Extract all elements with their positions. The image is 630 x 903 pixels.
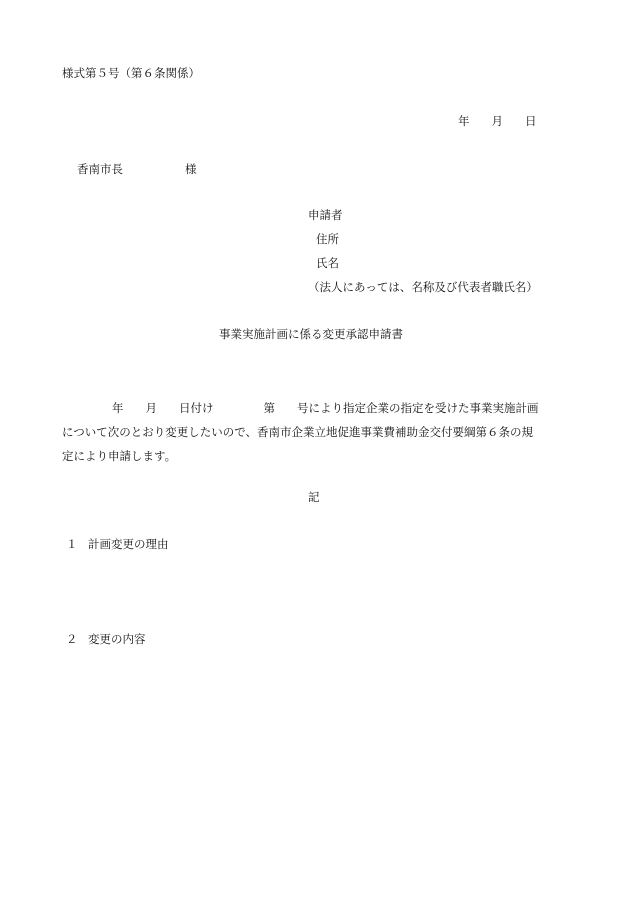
applicant-address-label: 住所 xyxy=(316,232,339,246)
addressee-name: 香南市長 xyxy=(77,162,123,176)
date-month-label: 月 xyxy=(491,114,503,128)
body-dai: 第 xyxy=(263,401,275,415)
applicant-corporate-note: （法人にあっては、名称及び代表者職氏名） xyxy=(308,280,538,294)
applicant-name-label: 氏名 xyxy=(316,256,339,270)
body-month: 月 xyxy=(145,401,157,415)
body-paragraph xyxy=(62,396,592,468)
date-day-label: 日 xyxy=(525,114,537,128)
item-label: 計画変更の理由 xyxy=(88,537,169,551)
addressee-honorific: 様 xyxy=(185,162,197,176)
item-number: １ xyxy=(66,537,78,551)
ki-marker: 記 xyxy=(308,490,320,504)
document-title: 事業実施計画に係る変更承認申請書 xyxy=(219,327,403,341)
date-line xyxy=(458,115,537,129)
body-line1-rest: 号により指定企業の指定を受けた事業実施計画 xyxy=(297,401,539,415)
item-label: 変更の内容 xyxy=(88,632,146,646)
item-reason xyxy=(66,538,169,552)
body-line-3: 定により申請します。 xyxy=(62,449,177,463)
body-dated: 日付け xyxy=(179,401,214,415)
item-content xyxy=(66,633,146,647)
body-line-1 xyxy=(62,396,592,420)
applicant-heading: 申請者 xyxy=(308,208,343,222)
form-number: 様式第５号（第６条関係） xyxy=(62,66,200,80)
body-year: 年 xyxy=(112,401,124,415)
body-line-2: について次のとおり変更したいので、香南市企業立地促進事業費補助金交付要綱第６条の規 xyxy=(62,425,534,439)
item-number: ２ xyxy=(66,632,78,646)
applicant-block xyxy=(308,209,538,305)
addressee xyxy=(77,163,197,177)
date-year-label: 年 xyxy=(458,114,470,128)
